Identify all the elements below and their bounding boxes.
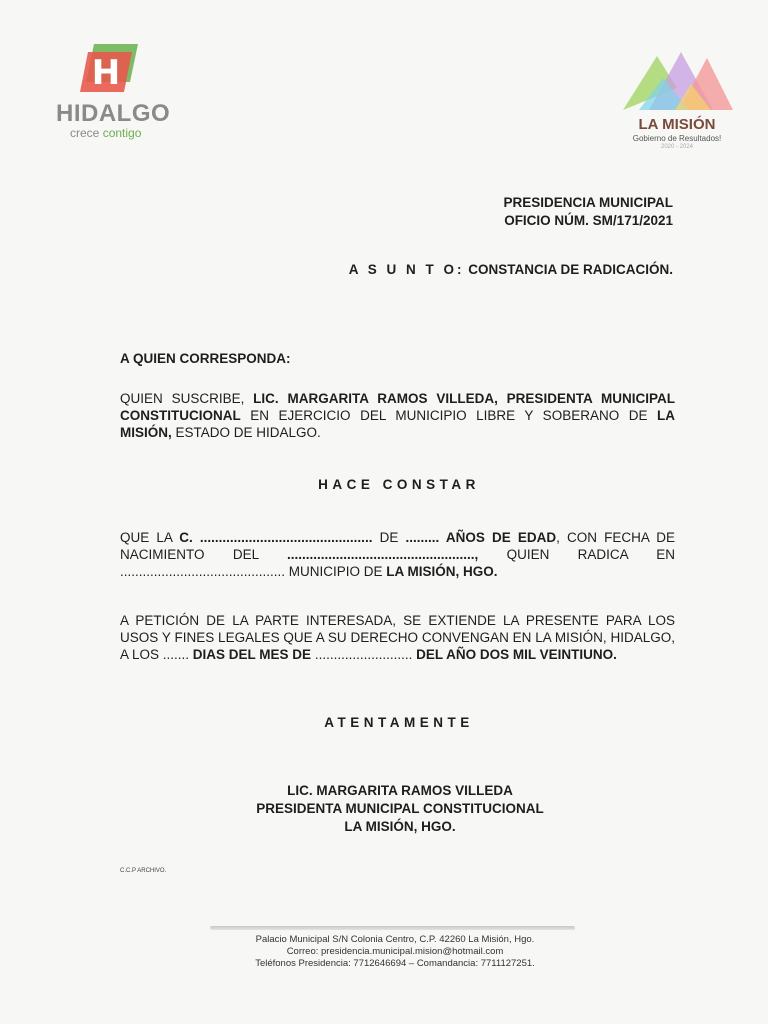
hidalgo-logo: [52, 40, 182, 140]
hidalgo-logo-text: HIDALGO: [56, 100, 171, 127]
la-mision-logo-text: LA MISIÓN: [638, 116, 716, 133]
peticion-paragraph: A PETICIÓN DE LA PARTE INTERESADA, SE EXTIENDE LA PRESENTE PARA LOS USOS Y FINES LEGALES QUE A SU DERECHO CONVENGAN EN LA MISIÓN, HIDALGO, A LOS ....... DIAS DEL MES DE .......................... DEL AÑO DOS MIL VEINTIUNO.: [120, 613, 675, 662]
constancia-paragraph: QUE LA C. .............................................. DE ......... AÑOS DE EDAD, CON FECHA DE NACIMIENTO DEL .................................................., QUIEN RADICA EN ............................................ MUNICIPIO DE LA MISIÓN, HGO.: [120, 530, 675, 579]
intro-paragraph: QUIEN SUSCRIBE, LIC. MARGARITA RAMOS VILLEDA, PRESIDENTA MUNICIPAL CONSTITUCIONAL EN EJERCICIO DEL MUNICIPIO LIBRE Y SOBERANO DE LA MISIÓN, ESTADO DE HIDALGO.: [120, 391, 675, 440]
hidalgo-logo-tagline: crece contigo: [70, 126, 142, 140]
svg-text:H: H: [91, 53, 121, 93]
header-oficio-number: OFICIO NÚM. SM/171/2021: [504, 213, 673, 228]
hidalgo-h-icon: [80, 40, 142, 98]
asunto-text: CONSTANCIA DE RADICACIÓN.: [464, 262, 673, 277]
ccp-archivo: C.C.P ARCHIVO.: [120, 868, 167, 874]
mountain-logo-icon: [619, 48, 737, 114]
greeting: A QUIEN CORRESPONDA:: [120, 351, 291, 366]
asunto-line: [349, 262, 673, 277]
atentamente-title: ATENTAMENTE: [324, 715, 474, 730]
footer-contact: [0, 934, 768, 970]
la-mision-logo: [618, 48, 738, 158]
signature-block: [0, 782, 768, 836]
office-header: [503, 194, 673, 230]
signature-name: LIC. MARGARITA RAMOS VILLEDA: [287, 783, 513, 798]
footer-divider: [210, 926, 575, 930]
footer-address: Palacio Municipal S/N Colonia Centro, C.P. 42260 La Misión, Hgo.: [255, 934, 535, 945]
la-mision-years: 2020 - 2024: [660, 144, 694, 150]
asunto-label: A S U N T O:: [348, 262, 465, 277]
header-presidencia: PRESIDENCIA MUNICIPAL: [503, 195, 673, 210]
signature-title: PRESIDENTA MUNICIPAL CONSTITUCIONAL: [256, 801, 544, 816]
footer-phones: Teléfonos Presidencia: 7712646694 – Comandancia: 7711127251.: [255, 958, 535, 969]
signature-location: LA MISIÓN, HGO.: [344, 819, 456, 834]
footer-email: Correo: presidencia.municipal.mision@hotmail.com: [286, 946, 504, 957]
la-mision-tagline: Gobierno de Resultados!: [632, 134, 722, 143]
hace-constar-title: HACE CONSTAR: [318, 477, 480, 492]
